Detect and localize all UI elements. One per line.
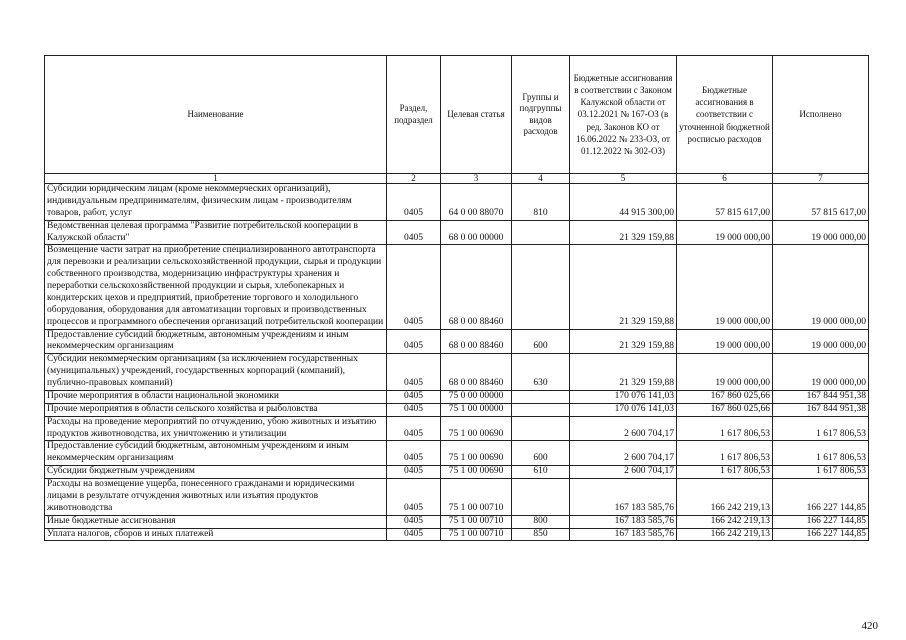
row-expense-group: 600 — [512, 329, 570, 354]
row-law-amount: 167 183 585,76 — [570, 528, 677, 541]
table-row — [45, 354, 869, 391]
column-number: 2 — [387, 174, 441, 184]
row-refined-amount: 166 242 219,13 — [677, 515, 773, 528]
header-row — [45, 56, 869, 174]
row-target-article: 75 1 00 00690 — [441, 441, 512, 466]
table-row — [45, 245, 869, 329]
table-row — [45, 329, 869, 354]
table-row — [45, 403, 869, 416]
row-section: 0405 — [387, 354, 441, 391]
table-row — [45, 441, 869, 466]
row-name: Прочие мероприятия в области национальной экономики — [45, 390, 387, 403]
row-executed-amount: 19 000 000,00 — [773, 245, 869, 329]
row-target-article: 75 1 00 00710 — [441, 479, 512, 516]
row-section: 0405 — [387, 416, 441, 441]
row-target-article: 68 0 00 88460 — [441, 329, 512, 354]
row-section: 0405 — [387, 390, 441, 403]
row-name: Предоставление субсидий бюджетным, автономным учреждениям и иным некоммерческим организациям — [45, 441, 387, 466]
header-refined: Бюджетные ассигнования в соответствии с уточненной бюджетной росписью расходов — [677, 56, 773, 174]
row-target-article: 75 0 00 00000 — [441, 390, 512, 403]
table-row — [45, 184, 869, 221]
row-expense-group — [512, 390, 570, 403]
row-target-article: 68 0 00 88460 — [441, 354, 512, 391]
row-name: Расходы на возмещение ущерба, понесенного гражданами и юридическими лицами в результате отчуждения животных или изъятия продуктов животноводства — [45, 479, 387, 516]
column-number: 4 — [512, 174, 570, 184]
row-refined-amount: 166 242 219,13 — [677, 528, 773, 541]
row-expense-group: 800 — [512, 515, 570, 528]
row-target-article: 68 0 00 00000 — [441, 220, 512, 245]
page-number: 420 — [861, 620, 878, 632]
row-executed-amount: 1 617 806,53 — [773, 466, 869, 479]
row-law-amount: 2 600 704,17 — [570, 466, 677, 479]
table-row — [45, 528, 869, 541]
row-target-article: 75 1 00 00710 — [441, 528, 512, 541]
column-number: 6 — [677, 174, 773, 184]
row-expense-group — [512, 416, 570, 441]
row-law-amount: 167 183 585,76 — [570, 515, 677, 528]
row-name: Расходы на проведение мероприятий по отчуждению, убою животных и изъятию продуктов животноводства, их уничтожению и утилизации — [45, 416, 387, 441]
row-expense-group — [512, 245, 570, 329]
row-name: Субсидии бюджетным учреждениям — [45, 466, 387, 479]
row-name: Прочие мероприятия в области сельского хозяйства и рыболовства — [45, 403, 387, 416]
table-row — [45, 416, 869, 441]
row-target-article: 64 0 00 88070 — [441, 184, 512, 221]
row-expense-group: 630 — [512, 354, 570, 391]
row-section: 0405 — [387, 220, 441, 245]
row-law-amount: 21 329 159,88 — [570, 245, 677, 329]
budget-table — [44, 55, 869, 541]
row-expense-group — [512, 220, 570, 245]
row-law-amount: 2 600 704,17 — [570, 441, 677, 466]
header-group: Группы и подгруппы видов расходов — [512, 56, 570, 174]
row-executed-amount: 57 815 617,00 — [773, 184, 869, 221]
row-refined-amount: 167 860 025,66 — [677, 390, 773, 403]
row-executed-amount: 166 227 144,85 — [773, 528, 869, 541]
row-section: 0405 — [387, 515, 441, 528]
column-number: 5 — [570, 174, 677, 184]
row-refined-amount: 1 617 806,53 — [677, 441, 773, 466]
row-target-article: 68 0 00 88460 — [441, 245, 512, 329]
row-expense-group — [512, 479, 570, 516]
row-law-amount: 21 329 159,88 — [570, 329, 677, 354]
row-expense-group: 810 — [512, 184, 570, 221]
row-section: 0405 — [387, 528, 441, 541]
table-row — [45, 466, 869, 479]
row-name: Субсидии некоммерческим организациям (за исключением государственных (муниципальных) учреждений, государственных корпораций (компаний), публично-правовых компаний) — [45, 354, 387, 391]
row-executed-amount: 19 000 000,00 — [773, 354, 869, 391]
header-executed: Исполнено — [773, 56, 869, 174]
row-section: 0405 — [387, 329, 441, 354]
row-executed-amount: 19 000 000,00 — [773, 329, 869, 354]
row-law-amount: 21 329 159,88 — [570, 220, 677, 245]
table-row — [45, 515, 869, 528]
row-target-article: 75 1 00 00710 — [441, 515, 512, 528]
row-target-article: 75 1 00 00000 — [441, 403, 512, 416]
row-section: 0405 — [387, 479, 441, 516]
row-expense-group: 850 — [512, 528, 570, 541]
row-executed-amount: 166 227 144,85 — [773, 479, 869, 516]
row-section: 0405 — [387, 466, 441, 479]
row-refined-amount: 1 617 806,53 — [677, 416, 773, 441]
row-expense-group: 600 — [512, 441, 570, 466]
row-law-amount: 170 076 141,03 — [570, 403, 677, 416]
row-section: 0405 — [387, 403, 441, 416]
row-executed-amount: 19 000 000,00 — [773, 220, 869, 245]
row-refined-amount: 19 000 000,00 — [677, 245, 773, 329]
row-section: 0405 — [387, 184, 441, 221]
row-expense-group: 610 — [512, 466, 570, 479]
column-number-row — [45, 174, 869, 184]
row-expense-group — [512, 403, 570, 416]
row-name: Иные бюджетные ассигнования — [45, 515, 387, 528]
row-name: Субсидии юридическим лицам (кроме некоммерческих организаций), индивидуальным предпринимателям, физическим лицам - производителям товаров, работ, услуг — [45, 184, 387, 221]
header-name: Наименование — [45, 56, 387, 174]
row-refined-amount: 167 860 025,66 — [677, 403, 773, 416]
row-section: 0405 — [387, 245, 441, 329]
table-row — [45, 220, 869, 245]
row-target-article: 75 1 00 00690 — [441, 466, 512, 479]
row-executed-amount: 167 844 951,38 — [773, 390, 869, 403]
row-refined-amount: 19 000 000,00 — [677, 329, 773, 354]
row-refined-amount: 19 000 000,00 — [677, 354, 773, 391]
row-executed-amount: 167 844 951,38 — [773, 403, 869, 416]
header-section: Раздел, подраздел — [387, 56, 441, 174]
header-target: Целевая статья — [441, 56, 512, 174]
row-name: Уплата налогов, сборов и иных платежей — [45, 528, 387, 541]
row-executed-amount: 1 617 806,53 — [773, 416, 869, 441]
table-row — [45, 390, 869, 403]
column-number: 7 — [773, 174, 869, 184]
row-name: Предоставление субсидий бюджетным, автономным учреждениям и иным некоммерческим организациям — [45, 329, 387, 354]
row-refined-amount: 1 617 806,53 — [677, 466, 773, 479]
row-law-amount: 44 915 300,00 — [570, 184, 677, 221]
row-refined-amount: 19 000 000,00 — [677, 220, 773, 245]
row-executed-amount: 166 227 144,85 — [773, 515, 869, 528]
header-law: Бюджетные ассигнования в соответствии с Законом Калужской области от 03.12.2021 № 167-ОЗ (в ред. Законов КО от 16.06.2022 № 233-ОЗ, от 01.12.2022 № 302-ОЗ) — [570, 56, 677, 174]
row-executed-amount: 1 617 806,53 — [773, 441, 869, 466]
row-law-amount: 21 329 159,88 — [570, 354, 677, 391]
column-number: 1 — [45, 174, 387, 184]
column-number: 3 — [441, 174, 512, 184]
row-name: Возмещение части затрат на приобретение специализированного автотранспорта для перевозки и реализации сельскохозяйственной продукции, сырья и продукции собственного производства, модернизацию инфраструктуры хранения и переработки сельскохозяйственной продукции и сырья, хлебопекарных и кондитерских цехов и предприятий, приобретение торгового и холодильного оборудования, оборудования для автоматизации торговых и производственных процессов и программного обеспечения организаций потребительской кооперации — [45, 245, 387, 329]
row-section: 0405 — [387, 441, 441, 466]
row-target-article: 75 1 00 00690 — [441, 416, 512, 441]
row-refined-amount: 166 242 219,13 — [677, 479, 773, 516]
row-law-amount: 2 600 704,17 — [570, 416, 677, 441]
row-name: Ведомственная целевая программа "Развитие потребительской кооперации в Калужской области" — [45, 220, 387, 245]
row-refined-amount: 57 815 617,00 — [677, 184, 773, 221]
row-law-amount: 167 183 585,76 — [570, 479, 677, 516]
row-law-amount: 170 076 141,03 — [570, 390, 677, 403]
table-row — [45, 479, 869, 516]
